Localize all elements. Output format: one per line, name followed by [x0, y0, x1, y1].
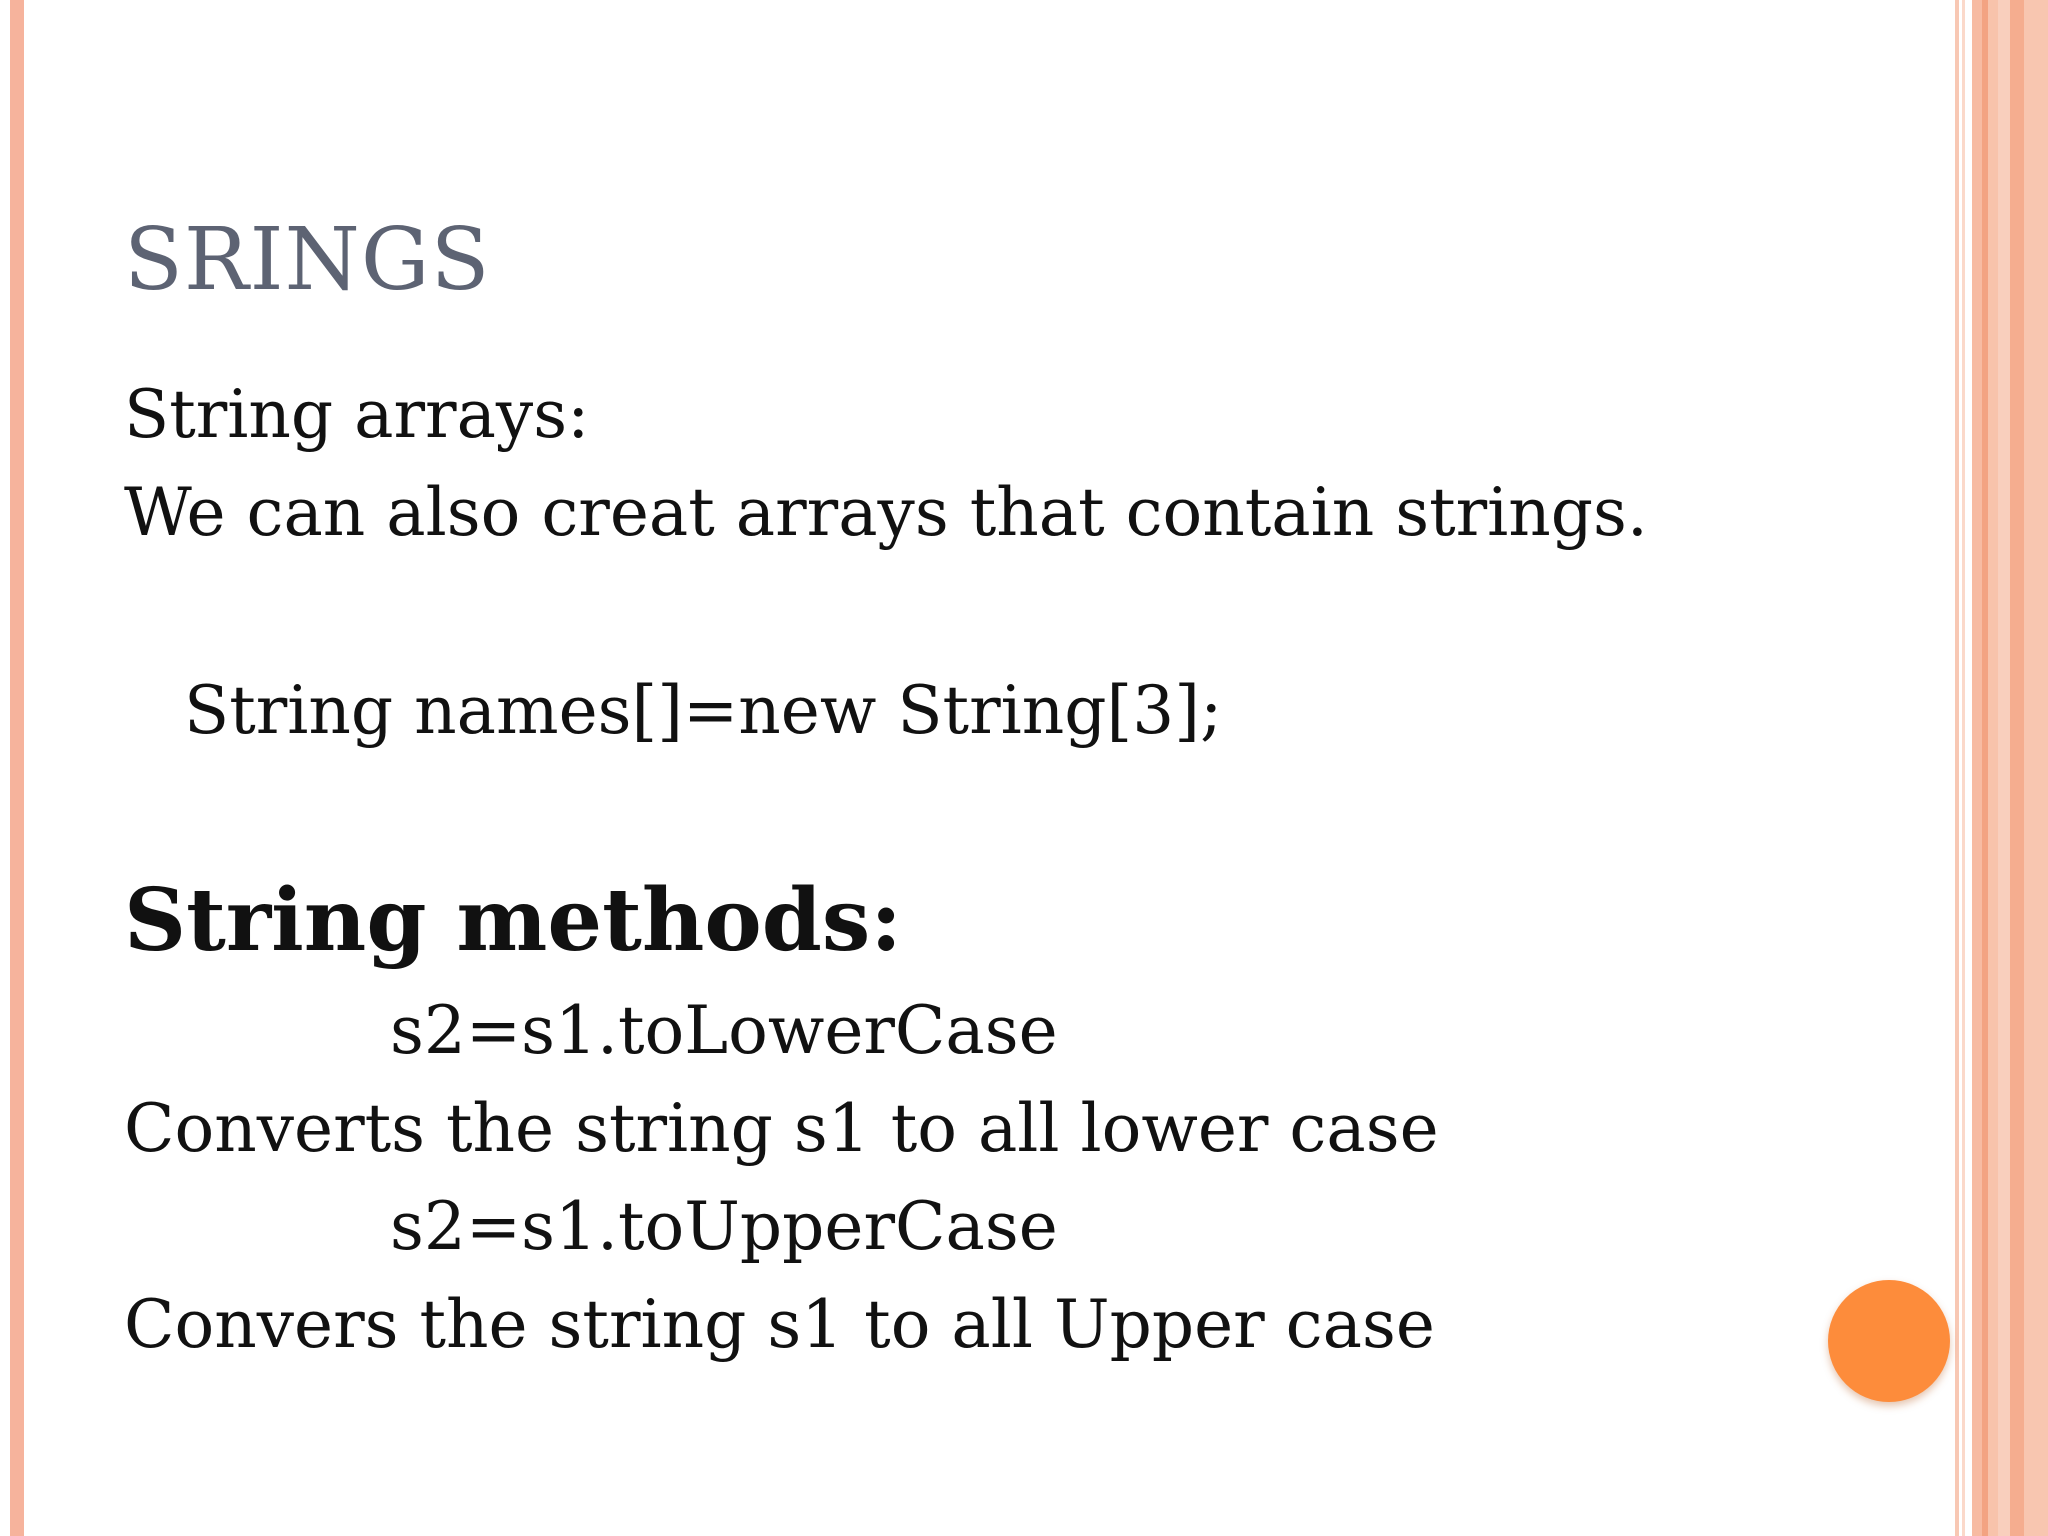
subheading-string-arrays: String arrays:: [124, 376, 590, 453]
right-border-stripe: [1998, 0, 2010, 1536]
left-border-stripe: [10, 0, 24, 1536]
right-border-stripe: [1972, 0, 1982, 1536]
right-border-stripe: [2010, 0, 2024, 1536]
right-border-stripe: [1988, 0, 1998, 1536]
body-text: We can also creat arrays that contain strings.: [124, 474, 1648, 551]
code-line: String names[]=new String[3];: [184, 672, 1223, 749]
orange-circle-decoration: [1828, 1280, 1950, 1402]
code-line: s2=s1.toUpperCase: [390, 1188, 1058, 1265]
body-text: Convers the string s1 to all Upper case: [124, 1286, 1435, 1363]
right-border-stripe: [1955, 0, 1959, 1536]
right-border-stripe: [1962, 0, 1965, 1536]
code-line: s2=s1.toLowerCase: [390, 992, 1058, 1069]
heading-string-methods: String methods:: [124, 870, 903, 971]
slide-title: SRINGS: [124, 210, 491, 310]
body-text: Converts the string s1 to all lower case: [124, 1090, 1439, 1167]
right-border-stripe: [2024, 0, 2048, 1536]
